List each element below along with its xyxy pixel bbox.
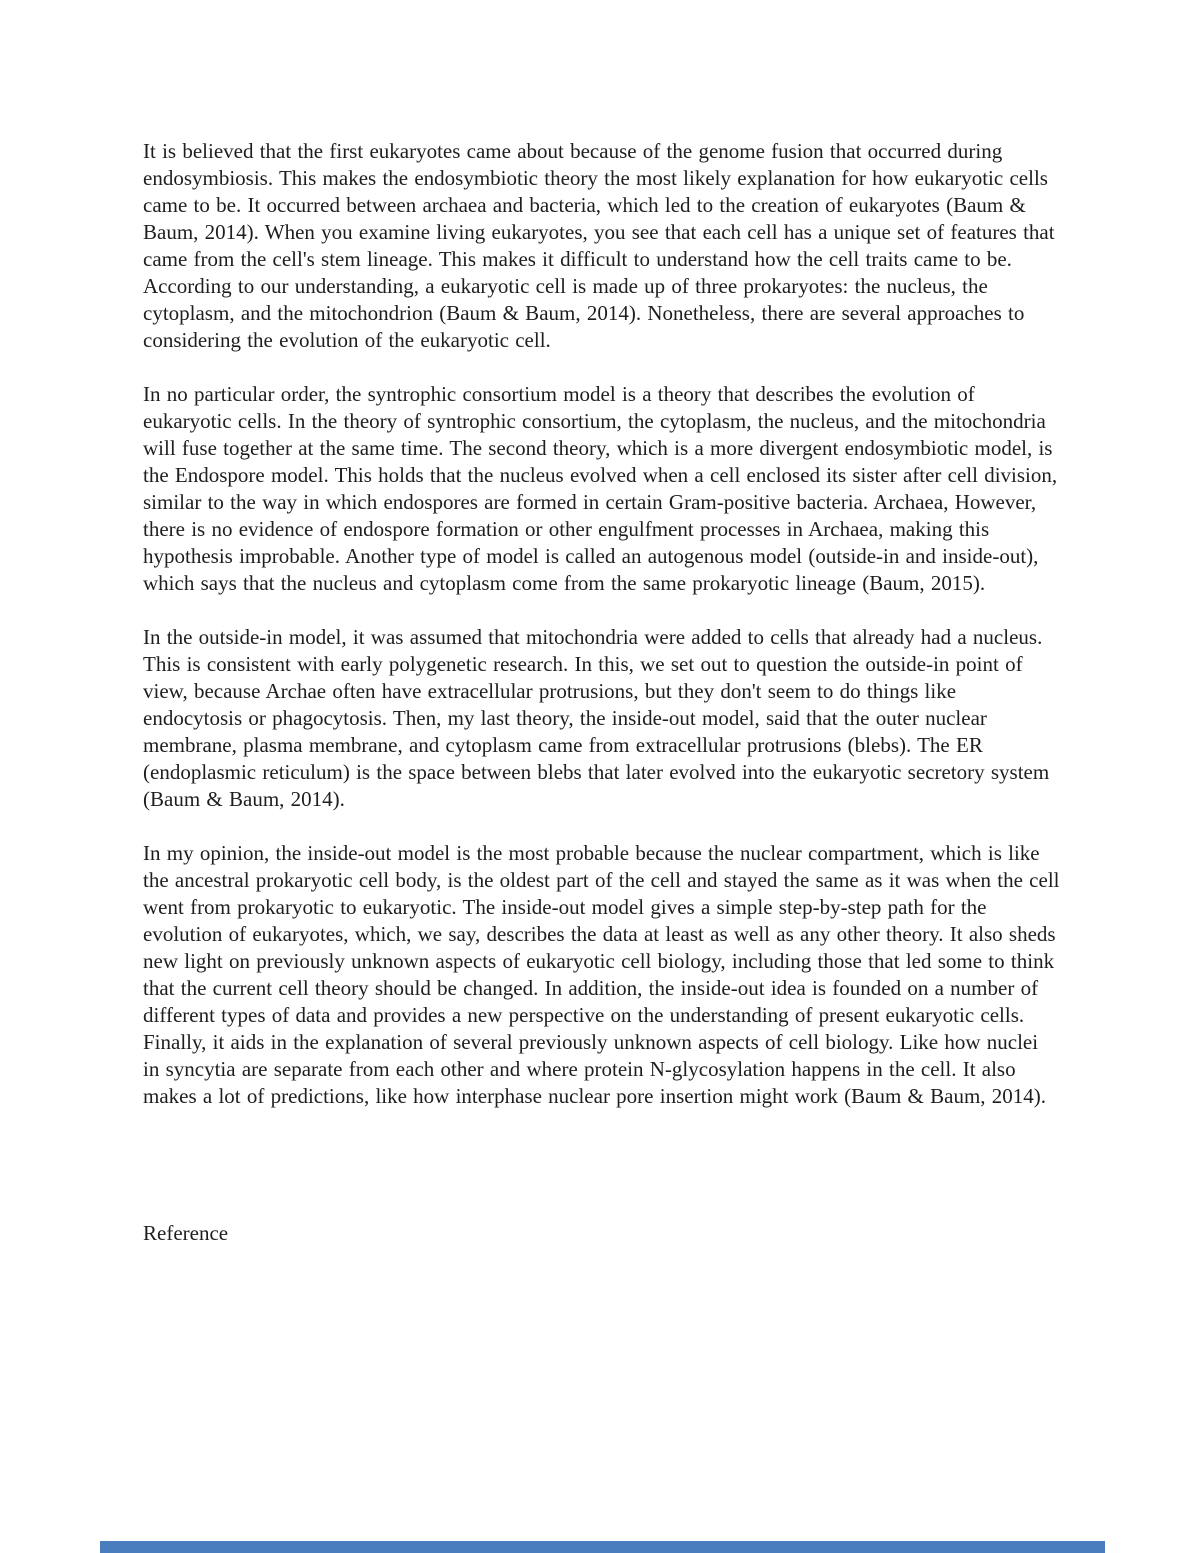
paragraph-syntrophic-consortium: In no particular order, the syntrophic consortium model is a theory that describes the evolution of eukaryotic cells. In the theory of syntrophic consortium, the cytoplasm, the nucleus, and the mitochondria will fuse together at the same time. The second theory, which is a more divergent endosymbiotic model, is the Endospore model. This holds that the nucleus evolved when a cell enclosed its sister after cell division, similar to the way in which endospores are formed in certain Gram-positive bacteria. Archaea, However, there is no evidence of endospore formation or other engulfment processes in Archaea, making this hypothesis improbable. Another type of model is called an autogenous model (outside-in and inside-out), which says that the nucleus and cytoplasm come from the same prokaryotic lineage (Baum, 2015).: [143, 382, 1058, 595]
bottom-blue-bar: [100, 1541, 1105, 1553]
paragraph-outside-in-model: In the outside-in model, it was assumed that mitochondria were added to cells that already had a nucleus. This is consistent with early polygenetic research. In this, we set out to question the outside-in point of view, because Archae often have extracellular protrusions, but they don't seem to do things like endocytosis or phagocytosis. Then, my last theory, the inside-out model, said that the outer nuclear membrane, plasma membrane, and cytoplasm came from extracellular protrusions (blebs). The ER (endoplasmic reticulum) is the space between blebs that later evolved into the eukaryotic secretory system (Baum & Baum, 2014).: [143, 625, 1050, 811]
paragraph-endosymbiosis-intro: It is believed that the first eukaryotes came about because of the genome fusion that occurred during endosymbiosis. This makes the endosymbiotic theory the most likely explanation for how eukaryotic cells came to be. It occurred between archaea and bacteria, which led to the creation of eukaryotes (Baum & Baum, 2014). When you examine living eukaryotes, you see that each cell has a unique set of features that came from the cell's stem lineage. This makes it difficult to understand how the cell traits came to be. According to our understanding, a eukaryotic cell is made up of three prokaryotes: the nucleus, the cytoplasm, and the mitochondrion (Baum & Baum, 2014). Nonetheless, there are several approaches to considering the evolution of the eukaryotic cell.: [143, 139, 1055, 352]
paragraph-opinion-inside-out: In my opinion, the inside-out model is the most probable because the nuclear compartment, which is like the ancestral prokaryotic cell body, is the oldest part of the cell and stayed the same as it was when the cell went from prokaryotic to eukaryotic. The inside-out model gives a simple step-by-step path for the evolution of eukaryotes, which, we say, describes the data at least as well as any other theory. It also sheds new light on previously unknown aspects of eukaryotic cell biology, including those that led some to think that the current cell theory should be changed. In addition, the inside-out idea is founded on a number of different types of data and provides a new perspective on the understanding of present eukaryotic cells. Finally, it aids in the explanation of several previously unknown aspects of cell biology. Like how nuclei in syncytia are separate from each other and where protein N-glycosylation happens in the cell. It also makes a lot of predictions, like how interphase nuclear pore insertion might work (Baum & Baum, 2014).: [143, 841, 1060, 1108]
reference-heading: Reference: [143, 1221, 229, 1245]
